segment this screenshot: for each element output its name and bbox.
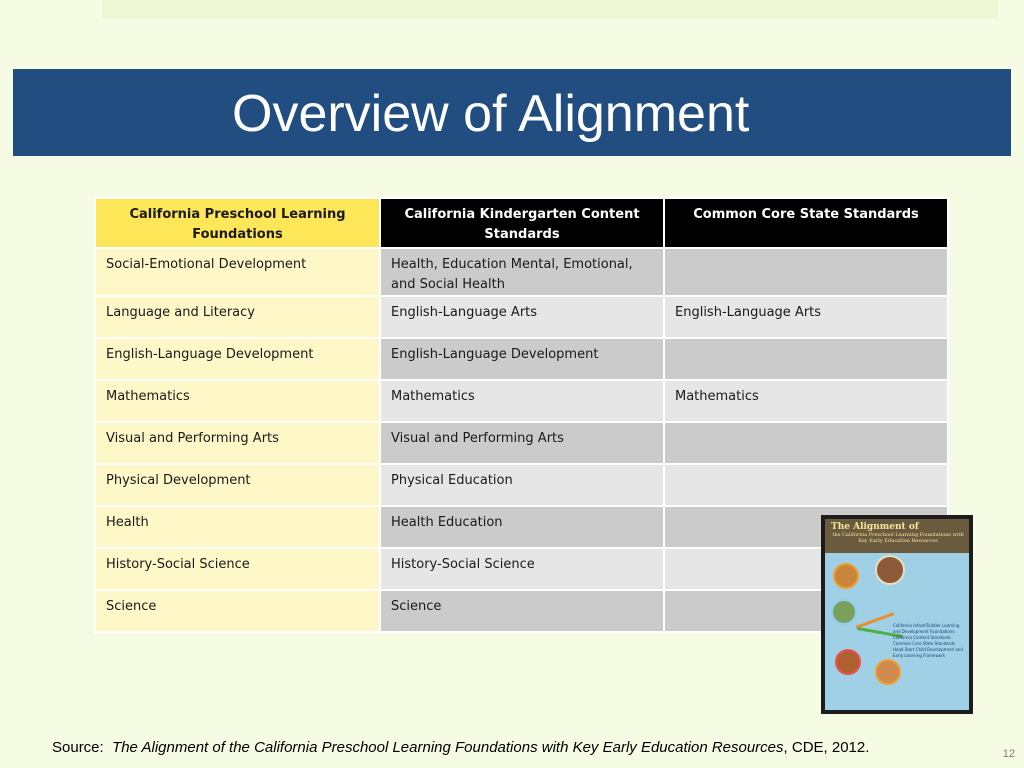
cell-kindergarten: Health Education <box>380 506 664 548</box>
table-row <box>95 464 948 506</box>
book-cover-list-item: Common Core State Standards <box>893 641 955 646</box>
table-header-row <box>95 198 948 248</box>
cell-kindergarten: Physical Education <box>380 464 664 506</box>
table-row <box>95 248 948 296</box>
cell-common-core: Mathematics <box>664 380 948 422</box>
cell-kindergarten: Health, Education Mental, Emotional, and Social Health <box>380 248 664 296</box>
book-cover-list-item: Head Start Child Development and Early Learning Framework <box>893 647 963 658</box>
book-cover-list-item: California Content Standards <box>893 635 951 640</box>
source-suffix: , CDE, 2012. <box>783 739 870 756</box>
cell-kindergarten: History-Social Science <box>380 548 664 590</box>
cell-common-core <box>664 464 948 506</box>
page-number: 12 <box>1002 748 1015 760</box>
slide-title: Overview of Alignment <box>232 85 750 143</box>
cell-kindergarten: Science <box>380 590 664 632</box>
cell-common-core <box>664 248 948 296</box>
cell-kindergarten: Mathematics <box>380 380 664 422</box>
book-cover-title: The Alignment of <box>831 522 919 532</box>
table-row <box>95 296 948 338</box>
top-strip <box>102 0 998 19</box>
table-row <box>95 338 948 380</box>
cell-preschool: Health <box>95 506 380 548</box>
cell-preschool: Visual and Performing Arts <box>95 422 380 464</box>
cell-common-core <box>664 422 948 464</box>
cell-preschool: Science <box>95 590 380 632</box>
table-row <box>95 422 948 464</box>
book-cover-art <box>825 519 969 710</box>
cell-preschool: Physical Development <box>95 464 380 506</box>
child-photo-circle <box>833 563 859 589</box>
book-cover-list <box>893 623 965 659</box>
source-title: The Alignment of the California Preschool Learning Foundations with Key Early Education Resources <box>112 739 784 756</box>
cell-preschool: Mathematics <box>95 380 380 422</box>
cell-common-core: English-Language Arts <box>664 296 948 338</box>
cell-preschool: History-Social Science <box>95 548 380 590</box>
decorative-line <box>856 612 895 628</box>
child-photo-circle <box>835 649 861 675</box>
table-row <box>95 380 948 422</box>
cell-preschool: Social-Emotional Development <box>95 248 380 296</box>
cell-kindergarten: Visual and Performing Arts <box>380 422 664 464</box>
source-prefix: Source: <box>52 739 104 756</box>
cell-common-core <box>664 338 948 380</box>
header-common-core: Common Core State Standards <box>664 198 948 248</box>
book-cover-image <box>821 515 973 714</box>
cell-preschool: Language and Literacy <box>95 296 380 338</box>
book-cover-header <box>825 519 969 553</box>
child-photo-circle <box>875 555 905 585</box>
header-preschool-foundations: California Preschool Learning Foundations <box>95 198 380 248</box>
child-photo-circle <box>831 599 857 625</box>
header-kindergarten-standards: California Kindergarten Content Standards <box>380 198 664 248</box>
cell-kindergarten: English-Language Arts <box>380 296 664 338</box>
child-photo-circle <box>875 659 901 685</box>
source-citation <box>52 739 869 756</box>
book-cover-list-item: California Infant/Toddler Learning and Development Foundations <box>893 623 960 634</box>
book-cover-subtitle: the California Preschool Learning Foundations with Key Early Education Resources <box>832 532 964 544</box>
cell-preschool: English-Language Development <box>95 338 380 380</box>
cell-kindergarten: English-Language Development <box>380 338 664 380</box>
